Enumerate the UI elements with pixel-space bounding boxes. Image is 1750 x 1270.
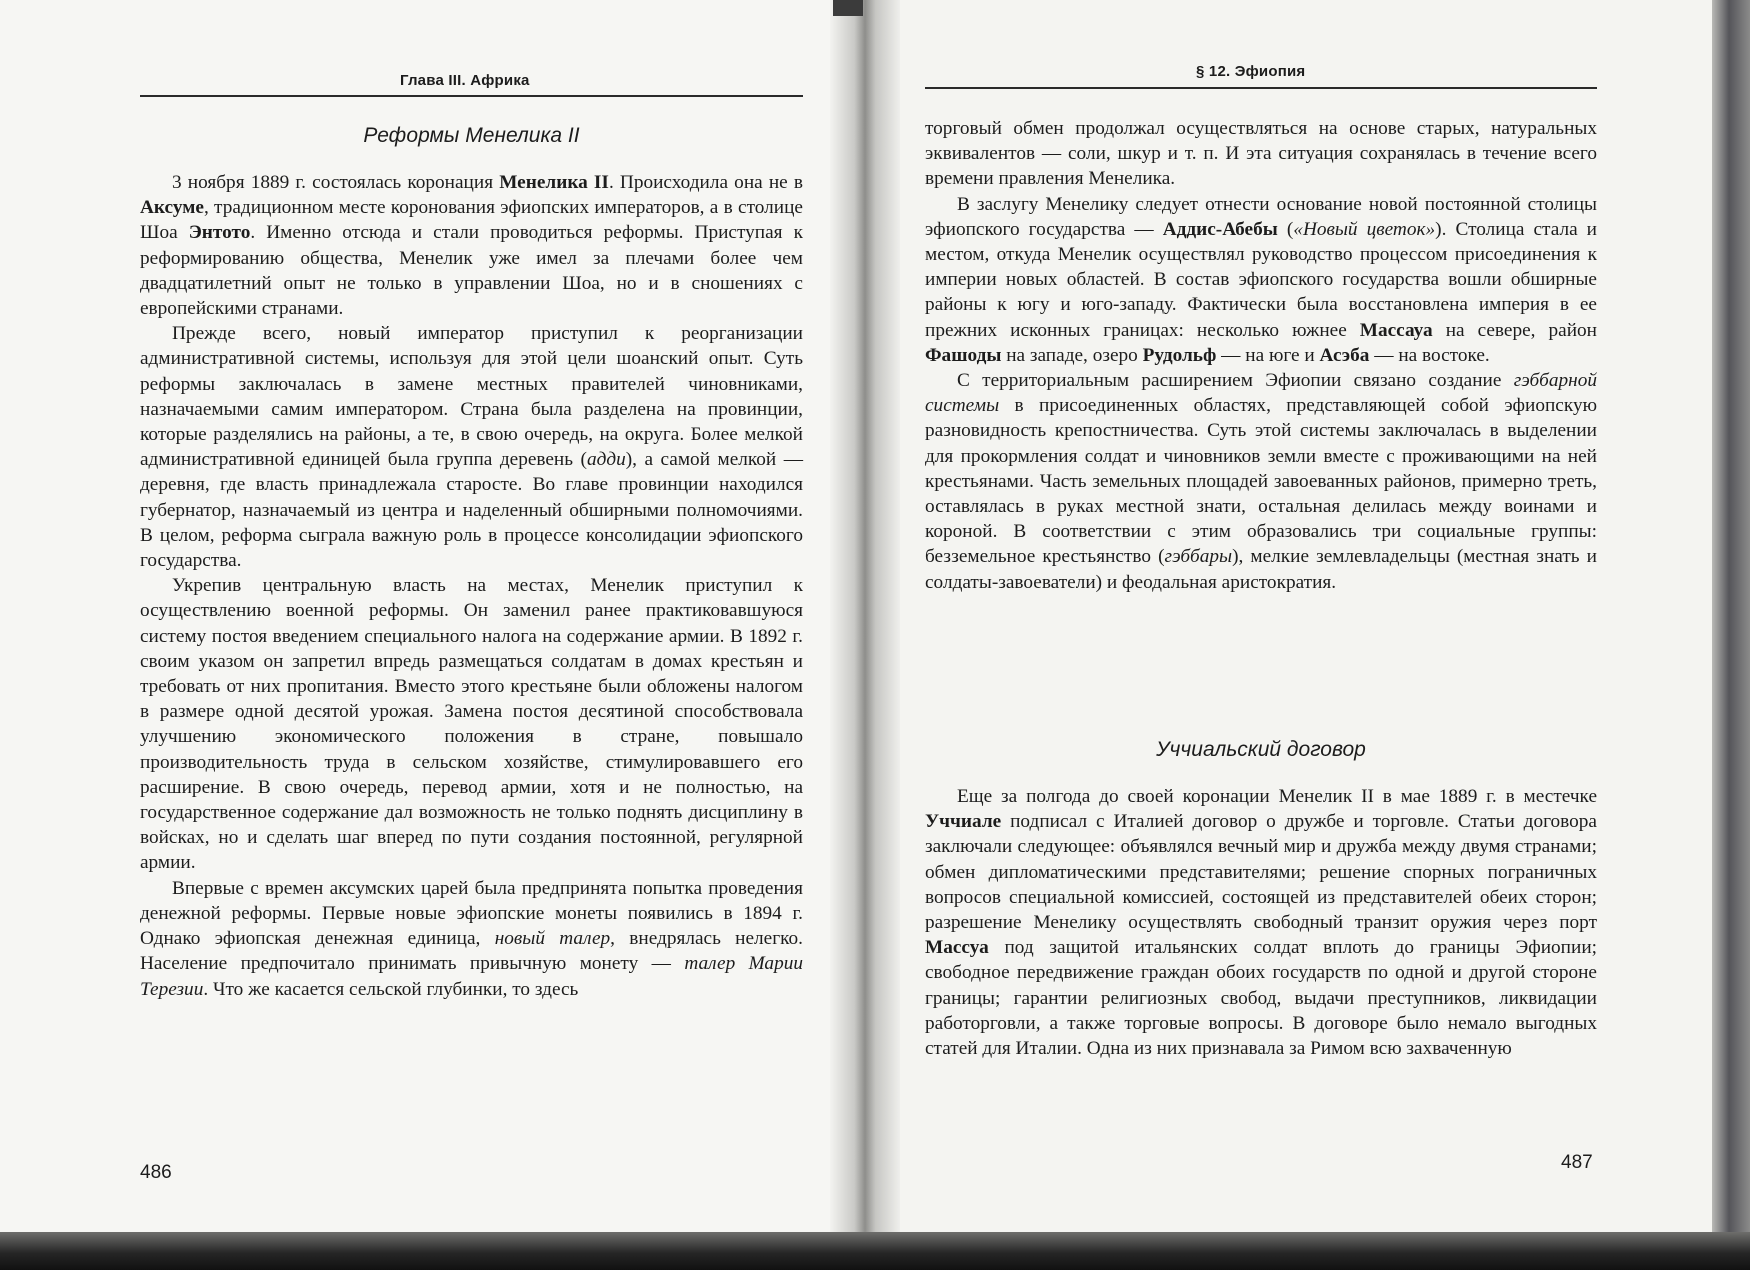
page-number: 486: [140, 1162, 172, 1183]
bold-term: Фашоды: [925, 344, 1002, 366]
section-title: Уччиальский договор: [1156, 738, 1366, 761]
paragraph-continued: [925, 116, 1597, 192]
text-run: — на юге и: [1216, 344, 1320, 366]
text-run: В заслугу Менелику следует отнести основание новой постоянной столицы эфиопского государства —: [925, 193, 1597, 240]
bold-term: Менелика II: [499, 172, 609, 193]
body-text: [140, 170, 803, 1002]
italic-term: талер Марии Терезии: [140, 953, 803, 1000]
text-run: Прежде всего, новый император приступил к реорганизации административной системы, используя для этой цели шоанский опыт. Суть реформы заключалась в замене местных правителей чиновниками, назначаемыми самим императором. Страна была разделена на провинции, которые разделялись на районы, а те, в свою очередь, на округа. Более мелкой административной единицей была группа деревень (: [140, 323, 803, 471]
paragraph: [140, 573, 803, 875]
text-run: Впервые с времен аксумских царей была предпринята попытка проведения денежной реформы. Первые новые эфиопские монеты появились в 1894 г. Однако эфиопская денежная единица,: [140, 877, 803, 950]
text-run: на западе, озеро: [1001, 344, 1143, 366]
book-gutter-shadow: [830, 0, 900, 1270]
bold-term: Энтото: [188, 222, 251, 244]
paragraph: [925, 784, 1597, 1061]
running-head: § 12. Эфиопия: [1196, 63, 1306, 80]
bold-term: Массауа: [1359, 319, 1433, 341]
text-run: под защитой итальянских солдат вплоть до границы Эфиопии; свободное передвижение граждан обоих государств по одной и другой стороне границы; гарантии религиозных свобод, выдачи преступников, ликвидации работорговли, а также торговые вопросы. В договоре было немало выгодных статей для Италии. Одна из них признавала за Римом всю захваченную: [925, 937, 1597, 1060]
right-page: [880, 0, 1750, 1270]
bold-term: Асэба: [1319, 344, 1370, 366]
text-run: — на востоке.: [1369, 344, 1490, 366]
italic-term: новый талер: [494, 928, 611, 950]
scan-clip-mark: [833, 0, 863, 16]
paragraph: [140, 170, 803, 321]
text-run: С территориальным расширением Эфиопии связано создание: [957, 370, 1514, 392]
text-run: . Именно отсюда и стали проводиться реформы. Приступая к реформированию общества, Менелик уже имел за плечами более чем двадцатилетний опыт не только в управлении Шоа, но и в сношениях с европейскими странами.: [140, 222, 803, 320]
header-rule: [925, 87, 1597, 89]
paragraph: [925, 368, 1597, 595]
text-run: 3 ноября 1889 г. состоялась коронация: [172, 172, 500, 193]
text-run: ), а самой мелкой — деревня, где власть принадлежала старосте. Во главе провинции находился губернатор, назначаемый из центра и наделенный обширными полномочиями. В целом, реформа сыграла важную роль в процессе консолидации эфиопского государства.: [140, 449, 803, 572]
paragraph: [140, 876, 803, 1002]
bold-term: Уччиале: [925, 811, 1002, 833]
left-page: [0, 0, 850, 1270]
bold-term: Массуа: [925, 937, 989, 959]
italic-term: гэббары: [1164, 546, 1233, 568]
text-run: ), мелкие землевладельцы (местная знать и солдаты-завоеватели) и феодальная аристократия.: [925, 546, 1597, 593]
italic-term: адди: [586, 449, 626, 471]
italic-term: гэббарной системы: [925, 370, 1597, 417]
section-title: Реформы Менелика II: [363, 124, 580, 147]
body-text: [925, 784, 1597, 1061]
text-run: на севере, район: [1432, 319, 1597, 341]
text-run: Укрепив центральную власть на местах, Менелик приступил к осуществлению военной реформы. Он заменил ранее практиковавшуюся систему постоя введением специального налога на содержание армии. В 1892 г. своим указом он запретил впредь размещаться солдатам в домах крестьян и требовать от них пропитания. Вместо этого крестьяне были обложены налогом в размере одной десятой урожая. Замена постоя десятиной способствовала улучшению экономического положения в стране, повышало производительность труда в сельском хозяйстве, стимулировавшего его расширение. В свою очередь, перевод армии, хотя и не полностью, на государственное содержание дал возможность не только поднять дисциплину в войсках, но и сделать шаг вперед по пути создания постоянной, регулярной армии.: [140, 575, 803, 874]
paragraph: [140, 321, 803, 573]
scanner-bottom-shadow: [0, 1232, 1750, 1270]
text-run: , внедрялась нелегко. Население предпочитало принимать привычную монету —: [140, 928, 803, 975]
page-number: 487: [1561, 1152, 1593, 1173]
text-run: . Происходила она не в: [608, 172, 803, 193]
bold-term: Рудольф: [1142, 344, 1217, 366]
text-run: . Что же касается сельской глубинки, то здесь: [203, 978, 579, 1000]
text-run: (: [1277, 218, 1294, 240]
text-run: , традиционном месте коронования эфиопских императоров, а в столице Шоа: [140, 197, 803, 244]
header-rule: [140, 95, 803, 97]
bold-term: Аддис-Абебы: [1162, 218, 1278, 240]
running-head: Глава III. Африка: [400, 72, 530, 89]
text-run: торговый обмен продолжал осуществляться на основе старых, натуральных эквивалентов — соли, шкур и т. п. И эта ситуация сохранялась в течение всего времени правления Менелика.: [925, 118, 1597, 190]
body-text: [925, 116, 1597, 595]
scanner-edge-shadow: [1712, 0, 1750, 1270]
text-run: Еще за полгода до своей коронации Менелик II в мае 1889 г. в местечке: [957, 786, 1597, 807]
text-run: ). Столица стала и местом, откуда Менелик осуществлял руководство процессом присоединения к империи новых областей. В состав эфиопского государства вошли обширные районы к югу и юго-западу. Фактически была восстановлена империя в ее прежних исконных границах: несколько южнее: [925, 218, 1597, 341]
paragraph: [925, 192, 1597, 368]
text-run: в присоединенных областях, представляющей собой эфиопскую разновидность крепостничества. Суть этой системы заключалась в выделении для прокормления солдат и чиновников земли вместе с проживающими на ней крестьянами. Часть земельных площадей завоеванных районов, примерно треть, оставлялась в руках местной знати, остальная делилась между воинами и короной. В соответствии с этим образовались три социальные группы: безземельное крестьянство (: [925, 395, 1597, 568]
bold-term: Аксуме: [140, 197, 204, 219]
italic-term: «Новый цветок»: [1293, 218, 1436, 240]
text-run: подписал с Италией договор о дружбе и торговле. Статьи договора заключали следующее: объявлялся вечный мир и дружба между двумя странами; обмен дипломатическими представителями; решение спорных пограничных вопросов специальной комиссией, состоящей из представителей обеих сторон; разрешение Менелику осуществлять свободный транзит оружия через порт: [925, 811, 1597, 934]
